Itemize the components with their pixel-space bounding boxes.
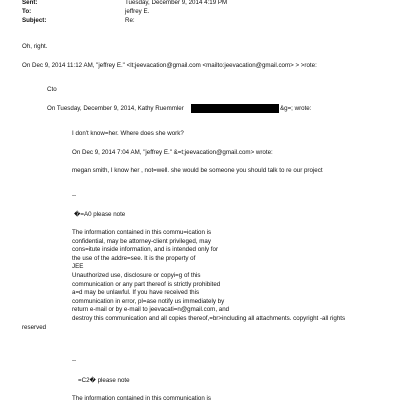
to-value: jeffrey E. (125, 8, 150, 15)
disclaimer-line: communication in error, pl=ase notify us immediately by (72, 297, 225, 305)
disclaimer-line: confidential, may be attorney-client privileged, may (72, 237, 211, 245)
subject-label: Subject: (22, 17, 47, 24)
quote-text-dont-know: I don't know=her. Where does she work? (72, 130, 184, 137)
sent-value: Tuesday, December 9, 2014 4:19 PM (125, 0, 228, 6)
please-note-2: =C2� please note (78, 377, 130, 384)
signature-separator-1: -- (72, 192, 77, 199)
redaction-bar (191, 104, 279, 113)
quote-intro-2-before: On Tuesday, December 9, 2014, Kathy Ruemmler (47, 105, 184, 112)
disclaimer-line: a=d may be unlawful. If you have received this (72, 289, 200, 297)
quote-intro-2-after: &g=; wrote: (280, 105, 312, 112)
sent-label: Sent: (22, 0, 38, 6)
please-note-1: �=A0 please note (74, 211, 126, 218)
disclaimer-wrap-reserved: reserved (22, 324, 47, 331)
disclaimer-2-first-line: The information contained in this communication is (72, 395, 211, 402)
disclaimer-line: Unauthorized use, disclosure or copyi=g of this (72, 271, 201, 279)
to-label: To: (22, 8, 32, 15)
disclaimer-line: the use of the addre=see. It is the property of (72, 254, 196, 262)
disclaimer-line: cons=itute inside information, and is intended only for (72, 246, 219, 254)
subject-value: Re: (125, 17, 135, 24)
quote-intro-1: On Dec 9, 2014 11:12 AM, "jeffrey E." <lt;jeevacation@gmail.com <mailto:jeevacation@gmail.com> > >rote: (22, 62, 317, 69)
disclaimer-line: return e-mail or by e-mail to jeevacati=n@gmail.com, and (72, 306, 230, 314)
quote-intro-3: On Dec 9, 2014 7:04 AM, "jeffrey E." &=t;jeevacation@gmail.com> wrote: (72, 149, 273, 156)
signature-separator-2: -- (72, 357, 77, 364)
quote-text-cto: Cto (47, 86, 57, 93)
disclaimer-1 (72, 229, 345, 324)
disclaimer-line: The information contained in this commu=ication is (72, 229, 212, 236)
reply-text: Oh, right. (22, 43, 48, 50)
disclaimer-line: communication or any part thereof is strictly prohibited (72, 280, 221, 288)
quote-text-megan: megan smith, I know her , not=well. she would be someone you should talk to re our project (72, 167, 323, 174)
disclaimer-line: destroy this communication and all copies thereof,=br>including all attachments. copyright -all rights (72, 314, 346, 322)
quote-intro-2 (47, 105, 184, 113)
disclaimer-line: JEE (72, 263, 84, 271)
